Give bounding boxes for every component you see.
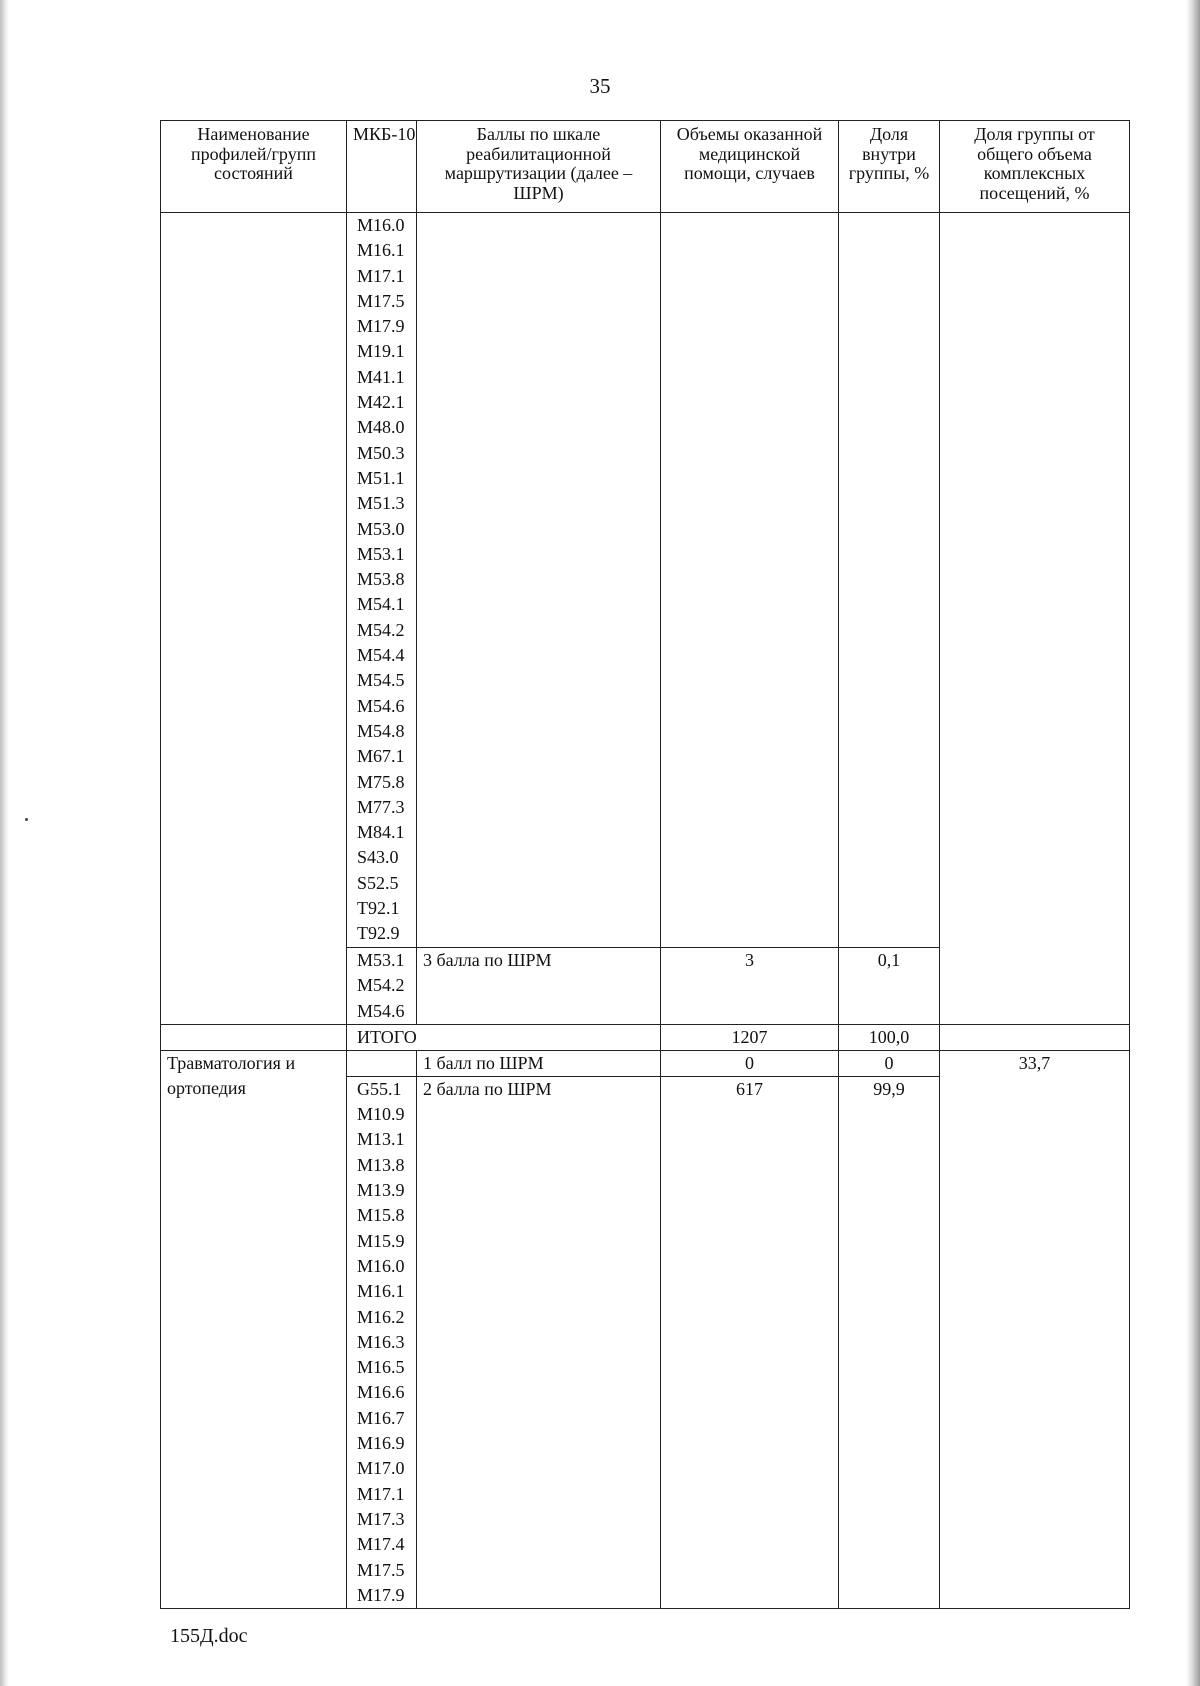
- header-row: [161, 121, 1130, 213]
- icd-code: M10.9: [357, 1104, 405, 1125]
- group2-shrm1-row: [161, 1050, 1130, 1076]
- icd-code: S52.5: [357, 872, 399, 893]
- icd-code: M50.3: [357, 442, 405, 463]
- scan-edge-left: [0, 0, 9, 1686]
- icd-code: M54.1: [357, 594, 405, 615]
- icd-code: M16.5: [357, 1357, 405, 1378]
- icd-code: M19.1: [357, 341, 405, 362]
- group1-shrm3-score: 3 балла по ШРМ: [417, 948, 661, 1025]
- icd-code: M67.1: [357, 746, 405, 767]
- icd-code: M13.8: [357, 1154, 405, 1175]
- group2-group-share: 33,7: [940, 1050, 1130, 1608]
- group1-total-blank: [161, 1024, 347, 1050]
- icd-code: M16.2: [357, 1306, 405, 1327]
- group1-total-label: ИТОГО: [347, 1024, 661, 1050]
- icd-code: M17.1: [357, 265, 405, 286]
- header-icd10: МКБ-10: [347, 121, 417, 213]
- icd-code: M48.0: [357, 417, 405, 438]
- group1-volume-cell: [661, 213, 839, 948]
- icd-code: S43.0: [357, 847, 399, 868]
- icd-code: M17.5: [357, 1559, 405, 1580]
- icd-code: M16.0: [357, 215, 405, 235]
- icd-code: M15.8: [357, 1205, 405, 1226]
- group2-shrm2-codes: [347, 1076, 417, 1608]
- icd-code: M42.1: [357, 392, 405, 413]
- icd-code: M77.3: [357, 796, 405, 817]
- icd-code: M54.6: [357, 1000, 405, 1021]
- group1-total-volume: 1207: [661, 1024, 839, 1050]
- icd-code: M16.1: [357, 240, 405, 261]
- group2-shrm1-score: 1 балл по ШРМ: [417, 1050, 661, 1076]
- icd-code: M13.1: [357, 1129, 405, 1150]
- icd-code: M16.1: [357, 1281, 405, 1302]
- icd-code: M53.0: [357, 518, 405, 539]
- icd-code: M54.8: [357, 720, 405, 741]
- icd-code: M17.5: [357, 290, 405, 311]
- icd-code: M17.3: [357, 1508, 405, 1529]
- icd-code: M13.9: [357, 1180, 405, 1201]
- group1-shrm3-volume: 3: [661, 948, 839, 1025]
- icd-code: M17.4: [357, 1534, 405, 1555]
- icd-code: M17.1: [357, 1483, 405, 1504]
- icd-code: M41.1: [357, 366, 405, 387]
- icd-code: M54.2: [357, 619, 405, 640]
- footer-filename: 155Д.doc: [170, 1625, 248, 1647]
- icd-code: G55.1: [357, 1078, 402, 1099]
- icd-code: T92.9: [357, 923, 400, 944]
- scan-edge-right: [1186, 0, 1200, 1686]
- icd-code: M51.1: [357, 467, 405, 488]
- group1-shrm3-share: 0,1: [839, 948, 940, 1025]
- group1-codes-row: [161, 213, 1130, 948]
- icd-code: M16.0: [357, 1255, 405, 1276]
- icd-code: M54.4: [357, 645, 405, 666]
- icd-code: M16.3: [357, 1331, 405, 1352]
- group1-score-cell: [417, 213, 661, 948]
- icd-code: M16.9: [357, 1433, 405, 1454]
- icd-code: M17.9: [357, 1584, 405, 1605]
- icd-code: M54.5: [357, 670, 405, 691]
- icd-code: M51.3: [357, 493, 405, 514]
- page-number: 35: [589, 74, 611, 98]
- icd-code: M84.1: [357, 822, 405, 843]
- group2-shrm1-code: [347, 1050, 417, 1076]
- header-profile-name: Наименование профилей/групп состояний: [161, 121, 347, 213]
- header-group-share: Доля группы от общего объема комплексных посещений, %: [940, 121, 1130, 213]
- header-share-in-group: Доля внутри группы, %: [839, 121, 940, 213]
- group1-profile-cell: [161, 213, 347, 1025]
- group2-shrm1-share: 0: [839, 1050, 940, 1076]
- group2-shrm2-score: 2 балла по ШРМ: [417, 1076, 661, 1608]
- icd-code: T92.1: [357, 898, 400, 919]
- group1-icd-codes: [347, 213, 417, 948]
- icd-code: M54.2: [357, 975, 405, 996]
- header-volume: Объемы оказанной медицинской помощи, случаев: [661, 121, 839, 213]
- group2-shrm2-share: 99,9: [839, 1076, 940, 1608]
- scan-speck: [25, 818, 28, 821]
- rehab-volume-table: [160, 120, 1130, 1609]
- group1-total-group-share: [940, 1024, 1130, 1050]
- group1-share-cell: [839, 213, 940, 948]
- header-shrm-score: Баллы по шкале реабилитационной маршрутизации (далее – ШРМ): [417, 121, 661, 213]
- icd-code: M75.8: [357, 771, 405, 792]
- icd-code: M53.1: [357, 950, 405, 970]
- icd-code: M17.9: [357, 316, 405, 337]
- group2-shrm1-volume: 0: [661, 1050, 839, 1076]
- group1-total-row: [161, 1024, 1130, 1050]
- group1-group-share-cell: [940, 213, 1130, 1025]
- icd-code: M53.1: [357, 543, 405, 564]
- icd-code: M17.0: [357, 1458, 405, 1479]
- icd-code: M54.6: [357, 695, 405, 716]
- group2-profile-name: Травматология и ортопедия: [161, 1050, 347, 1608]
- group1-total-share: 100,0: [839, 1024, 940, 1050]
- icd-code: M16.7: [357, 1407, 405, 1428]
- group1-shrm3-codes: [347, 948, 417, 1025]
- icd-code: M16.6: [357, 1382, 405, 1403]
- icd-code: M15.9: [357, 1230, 405, 1251]
- group2-shrm2-volume: 617: [661, 1076, 839, 1608]
- icd-code: M53.8: [357, 569, 405, 590]
